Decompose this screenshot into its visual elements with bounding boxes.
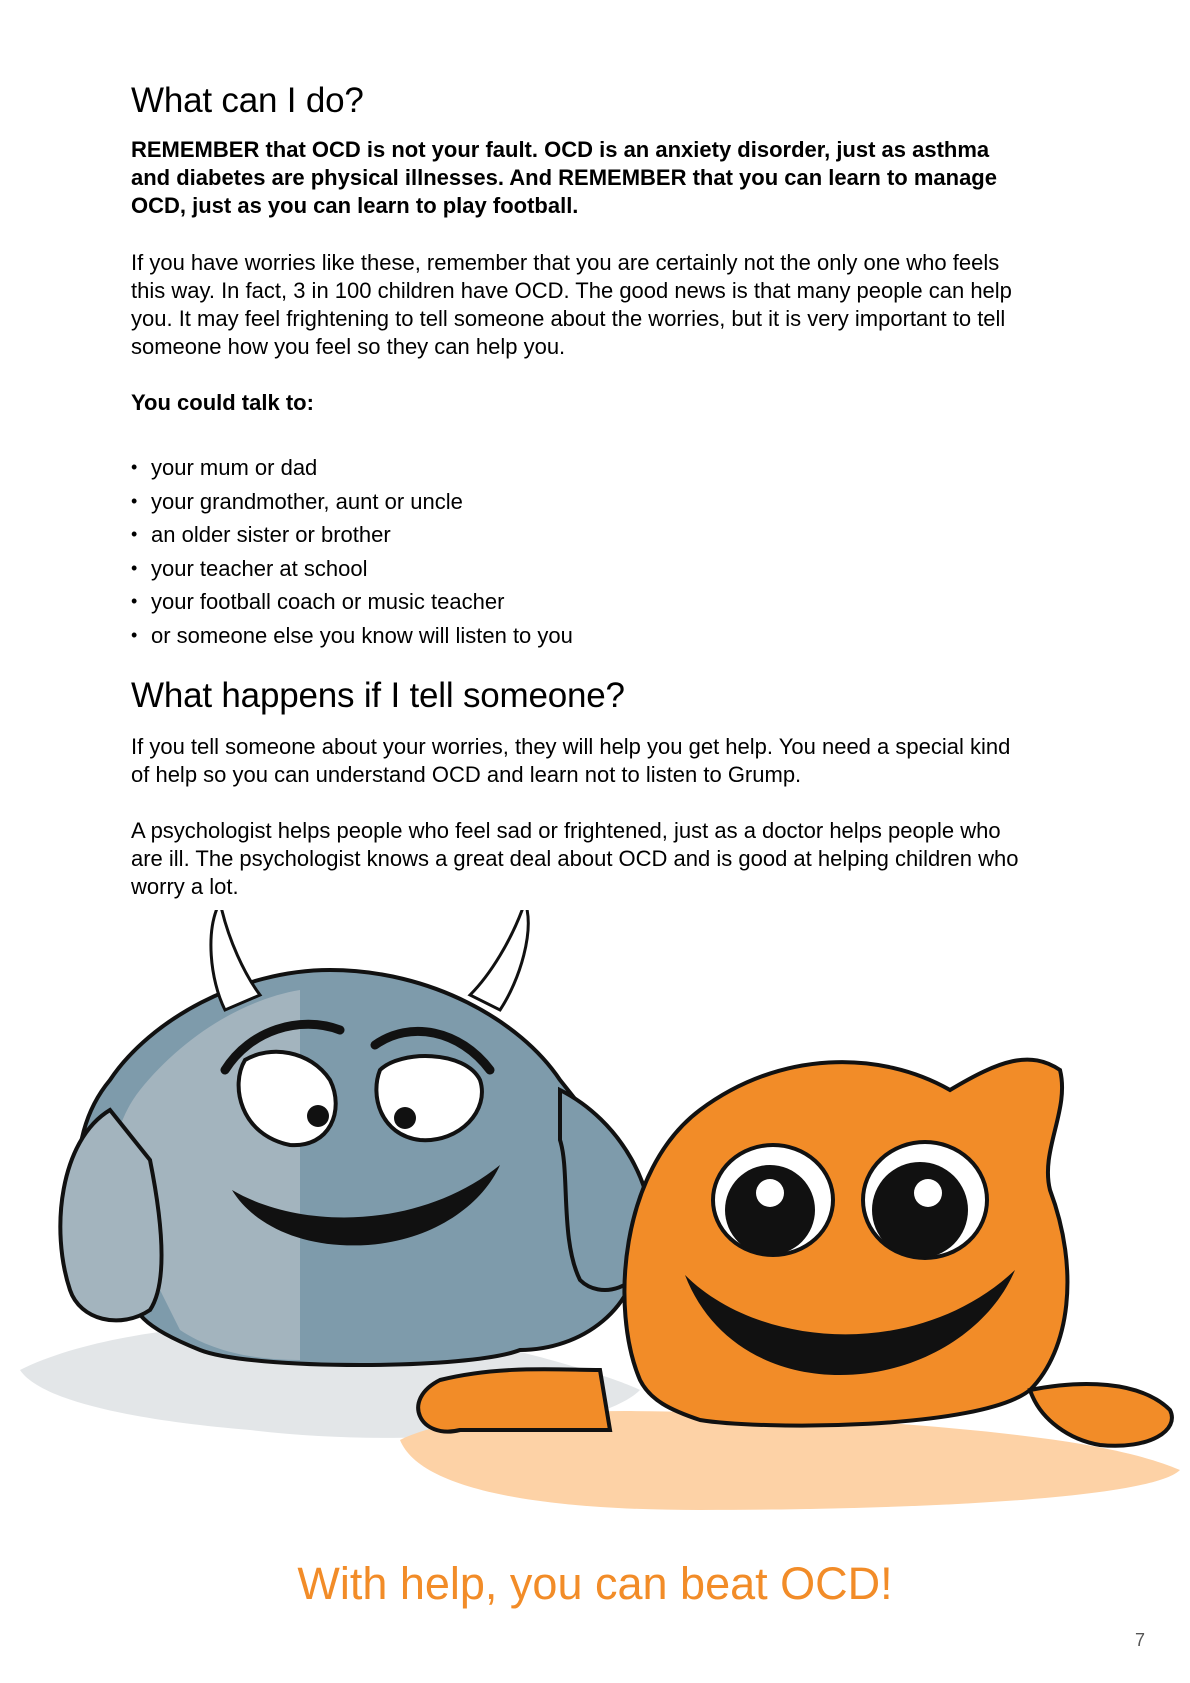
friend-right-pupil [872,1162,968,1258]
list-item: • your mum or dad [131,451,573,485]
list-item: • your grandmother, aunt or uncle [131,485,573,519]
grump-left-pupil [307,1105,329,1127]
tagline: With help, you can beat OCD! [297,1558,893,1609]
grump-right-pupil [394,1107,416,1129]
grump-and-friend-illustration [0,910,1190,1550]
help-paragraph: If you tell someone about your worries, they will help you get help. You need a special kind of help so you can understand OCD and learn not to listen to Grump. [131,734,1011,787]
heading-what-can-i-do: What can I do? [131,81,364,120]
worries-paragraph: If you have worries like these, remember that you are certainly not the only one who feels this way. In fact, 3 in 100 children have OCD. The good news is that many people can help you. It may feel frightening to tell someone about the worries, but it is very important to tell someone how you feel so they can help you. [131,250,1012,359]
list-item: • an older sister or brother [131,518,573,552]
list-item: • or someone else you know will listen to you [131,619,573,653]
talk-to-list [131,451,573,652]
left-horn-icon [211,910,260,1010]
talk-to-heading: You could talk to: [131,390,314,415]
list-item: • your teacher at school [131,552,573,586]
right-horn-icon [470,910,528,1010]
friend-left-pupil [725,1165,815,1255]
intro-bold-paragraph: REMEMBER that OCD is not your fault. OCD is an anxiety disorder, just as asthma and diabetes are physical illnesses. And REMEMBER that you can learn to manage OCD, just as you can learn to play football. [131,137,997,218]
grump-character [60,910,651,1365]
heading-what-happens: What happens if I tell someone? [131,676,625,715]
page-number: 7 [1134,1630,1145,1650]
psychologist-paragraph: A psychologist helps people who feel sad or frightened, just as a doctor helps people who are ill. The psychologist knows a great deal about OCD and is good at helping children who worry a lot. [131,818,1019,899]
list-item: • your football coach or music teacher [131,585,573,619]
